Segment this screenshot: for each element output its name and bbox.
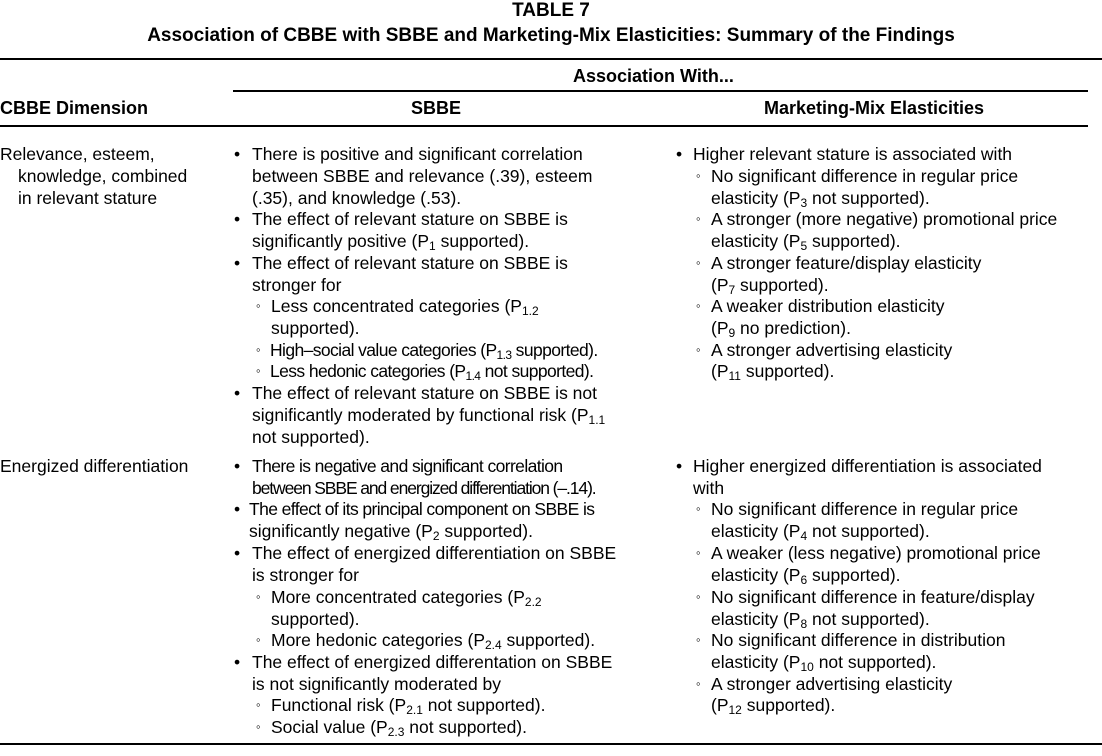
header-group: Association With... — [573, 66, 734, 86]
bullet-icon: • — [234, 652, 241, 672]
mm-subfinding: elasticity ($P_5$ supported). — [711, 231, 901, 253]
sbbe-finding: significantly moderated by functional risk ($P_{1.1}$ — [252, 405, 606, 427]
sub-bullet-icon: ◦ — [696, 342, 701, 357]
bottom-rule — [0, 743, 1102, 745]
mm-subfinding: A stronger feature/display elasticity — [711, 253, 982, 273]
mm-subfinding: A weaker distribution elasticity — [711, 296, 945, 316]
bullet-icon: • — [234, 543, 241, 563]
sub-bullet-icon: ◦ — [256, 632, 261, 647]
sbbe-subfinding: Functional risk ($P_{2.1}$ not supported). — [271, 695, 546, 717]
sub-bullet-icon: ◦ — [696, 545, 701, 560]
mm-subfinding: A stronger (more negative) promotional price — [711, 209, 1058, 229]
mm-subfinding: No significant difference in regular price — [711, 166, 1019, 186]
sbbe-subfinding: supported). — [271, 609, 360, 629]
row1-dimension: knowledge, combined — [18, 166, 188, 186]
sub-bullet-icon: ◦ — [696, 255, 701, 270]
sub-bullet-icon: ◦ — [256, 589, 261, 604]
mm-subfinding: elasticity ($P_8$ not supported). — [711, 609, 930, 631]
header-bottom-rule — [0, 125, 1088, 127]
mm-subfinding: elasticity ($P_4$ not supported). — [711, 521, 930, 543]
sbbe-finding: is not significantly moderated by — [252, 674, 502, 694]
sub-bullet-icon: ◦ — [696, 298, 701, 313]
sbbe-finding: The effect of relevant stature on SBBE is not — [252, 383, 598, 403]
sbbe-finding: There is positive and significant correlation — [252, 144, 583, 164]
mm-subfinding: elasticity ($P_3$ not supported). — [711, 188, 930, 210]
mm-subfinding: A stronger advertising elasticity — [711, 674, 953, 694]
bullet-icon: • — [234, 383, 241, 403]
mm-subfinding: No significant difference in feature/display — [711, 587, 1035, 607]
sbbe-finding: There is negative and significant correlation — [252, 456, 563, 476]
header-sbbe: SBBE — [411, 98, 462, 118]
sub-bullet-icon: ◦ — [256, 719, 261, 734]
mm-finding: with — [693, 478, 725, 498]
sbbe-subfinding: High–social value categories ($P_{1.3}$ supported). — [270, 340, 598, 362]
bullet-icon: • — [234, 209, 241, 229]
sub-bullet-icon: ◦ — [256, 342, 261, 357]
sbbe-finding: significantly negative ($P_2$ supported). — [249, 521, 533, 543]
mm-subfinding: ($P_{11}$ supported). — [711, 361, 835, 383]
sbbe-finding: The effect of energized differentation on SBBE — [252, 652, 613, 672]
bullet-icon: • — [676, 144, 683, 164]
top-rule — [0, 58, 1102, 60]
sbbe-finding: (.35), and knowledge (.53). — [252, 188, 462, 208]
sbbe-finding: stronger for — [252, 275, 342, 295]
sub-bullet-icon: ◦ — [696, 632, 701, 647]
sbbe-finding: The effect of its principal component on SBBE is — [249, 499, 595, 519]
mm-subfinding: elasticity ($P_{10}$ not supported). — [711, 652, 937, 674]
sbbe-subfinding: More hedonic categories ($P_{2.4}$ supported). — [271, 630, 596, 652]
mm-subfinding: ($P_9$ no prediction). — [711, 318, 851, 340]
sbbe-finding: is stronger for — [252, 565, 359, 585]
sbbe-finding: The effect of energized differentiation on SBBE — [252, 543, 617, 563]
header-cbbe-dimension: CBBE Dimension — [0, 98, 149, 118]
sbbe-subfinding: Less concentrated categories ($P_{1.2}$ — [271, 296, 539, 318]
sbbe-subfinding: Social value ($P_{2.3}$ not supported). — [271, 717, 527, 739]
row2-dimension: Energized differentiation — [0, 456, 189, 476]
table-title: Association of CBBE with SBBE and Marketing-Mix Elasticities: Summary of the Findings — [147, 25, 955, 46]
bullet-icon: • — [234, 144, 241, 164]
sub-bullet-icon: ◦ — [696, 589, 701, 604]
bullet-icon: • — [676, 456, 683, 476]
row1-dimension: Relevance, esteem, — [0, 144, 155, 164]
header-marketing-mix: Marketing-Mix Elasticities — [764, 98, 985, 118]
sbbe-finding: not supported). — [252, 427, 370, 447]
sbbe-subfinding: More concentrated categories ($P_{2.2}$ — [271, 587, 542, 609]
sub-bullet-icon: ◦ — [696, 501, 701, 516]
sbbe-finding: between SBBE and relevance (.39), esteem — [252, 166, 593, 186]
sub-bullet-icon: ◦ — [256, 697, 261, 712]
group-rule — [233, 90, 1088, 92]
mm-subfinding: elasticity ($P_6$ supported). — [711, 565, 901, 587]
sub-bullet-icon: ◦ — [696, 211, 701, 226]
sub-bullet-icon: ◦ — [696, 168, 701, 183]
sbbe-subfinding: supported). — [271, 318, 360, 338]
mm-subfinding: No significant difference in regular price — [711, 499, 1019, 519]
table-number: TABLE 7 — [512, 0, 590, 21]
bullet-icon: • — [234, 253, 241, 273]
mm-finding: Higher energized differentiation is associated — [693, 456, 1042, 476]
sbbe-finding: The effect of relevant stature on SBBE is — [252, 209, 568, 229]
mm-finding: Higher relevant stature is associated with — [693, 144, 1013, 164]
mm-subfinding: ($P_7$ supported). — [711, 275, 829, 297]
mm-subfinding: A stronger advertising elasticity — [711, 340, 953, 360]
sub-bullet-icon: ◦ — [696, 676, 701, 691]
sbbe-finding: significantly positive ($P_1$ supported). — [252, 231, 530, 253]
bullet-icon: • — [234, 499, 241, 519]
sub-bullet-icon: ◦ — [256, 298, 261, 313]
sub-bullet-icon: ◦ — [256, 363, 261, 378]
mm-subfinding: ($P_{12}$ supported). — [711, 695, 836, 717]
row1-dimension: in relevant stature — [18, 188, 158, 208]
mm-subfinding: No significant difference in distribution — [711, 630, 1006, 650]
sbbe-subfinding: Less hedonic categories ($P_{1.4}$ not supported). — [270, 361, 594, 383]
sbbe-finding: The effect of relevant stature on SBBE is — [252, 253, 568, 273]
mm-subfinding: A weaker (less negative) promotional price — [711, 543, 1041, 563]
bullet-icon: • — [234, 456, 241, 476]
sbbe-finding: between SBBE and energized differentiation (–.14). — [252, 478, 596, 498]
